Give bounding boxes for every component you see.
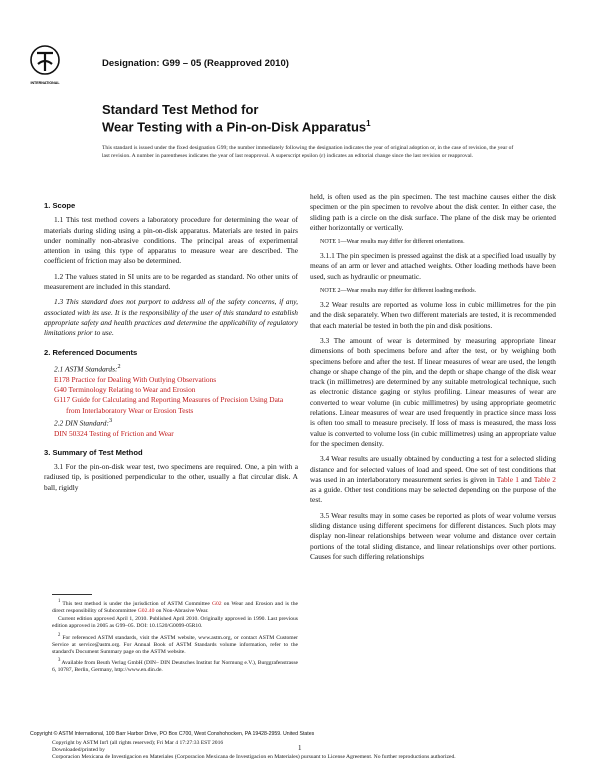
paragraph-3-2: 3.2 Wear results are reported as volume loss in cubic millimetres for the pin and the disk separately. When two different materials are tested, it is recommended that each material be tested in both the pin and disk positions. (310, 300, 556, 330)
copyright-line: Copyright © ASTM International, 100 Barr Harbor Drive, PO Box C700, West Conshohocken, PA 19428-2959. United States (30, 731, 315, 737)
footnotes (52, 598, 298, 675)
ref-astm-standards: 2.1 ASTM Standards:$^2$ (54, 363, 121, 374)
issuance-notice: This standard is issued under the fixed designation G99; the number immediately following the designation indicates the year of original adoption or, in the case of revision, the year of last revision. A number in parentheses indicates the year of last reapproval. A superscript epsilon (ε) indicates an editorial change since the last revision or reapproval. (102, 145, 514, 159)
designation: Designation: G99 – 05 (Reapproved 2010) (102, 58, 289, 69)
title-line2: Wear Testing with a Pin-on-Disk Apparatus (102, 119, 367, 135)
ref-g117[interactable]: G117 Guide for Calculating and Reporting Measures of Precision Using Data from Interlaboratory Wear or Erosion Tests (54, 395, 284, 415)
left-column (44, 192, 298, 498)
astm-logo (30, 44, 60, 90)
paragraph-3-1: 3.1 For the pin-on-disk wear test, two specimens are required. One, a pin with a radiused tip, is positioned perpendicular to the other, usually a flat circular disk. A ball, rigidly (44, 462, 298, 492)
paragraph-3-1-cont: held, is often used as the pin specimen. The test machine causes either the disk specimen or the pin specimen to revolve about the disk center. In either case, the sliding path is a circle on the disk surface. The plane of the disk may be oriented either horizontally or vertically. (310, 192, 556, 232)
note-2: NOTE 2—Wear results may differ for different loading methods. (320, 288, 477, 295)
table-2-link[interactable]: Table 2 (533, 474, 556, 484)
logo-text: INTERNATIONAL (30, 81, 60, 85)
paragraph-3-4: 3.4 Wear results are usually obtained by conducting a test for a selected sliding distance and for selected values of load and speed. One set of test conditions that was used in an interlaboratory measurement series is given in Table 1 and Table 2 as a guide. Other test conditions may be selected depending on the purpose of the test. (310, 454, 556, 505)
right-column (310, 192, 556, 567)
paragraph-1-3: 1.3 This standard does not purport to address all of the safety concerns, if any, associated with its use. It is the responsibility of the user of this standard to establish appropriate safety and health practices and determine the applicability of regulatory limitations prior to use. (44, 297, 298, 338)
paragraph-3-5: 3.5 Wear results may in some cases be reported as plots of wear volume versus sliding distance using different specimens for different distances. Such plots may display non-linear relationships between wear volume and distance over certain portions of the total sliding distance, and linear relationships over other portions. Causes for such differing relationships (310, 510, 556, 561)
page-title (102, 103, 371, 134)
footnote-rule (52, 594, 92, 595)
section-heading-scope: 1. Scope (44, 201, 76, 210)
footnote-3: $^3$ Available from Beuth Verlag GmbH (DIN– DIN Deutsches Institut fur Normung e.V.), Burggrafenstrasse 6, 10787, Berlin, Germany, http://www.en.din.de. (52, 658, 298, 674)
page-number: 1 (298, 744, 302, 752)
footnote-1-edition: Current edition approved April 1, 2010. Published April 2010. Originally approved in 1990. Last previous edition approved in 2005 as G99–05. DOI: 10.1520/G0099-05R10. (52, 616, 298, 630)
paragraph-3-1-1: 3.1.1 The pin specimen is pressed against the disk at a specified load usually by means of an arm or lever and attached weights. Other loading methods have been used, such as hydraulic or pneumatic. (310, 251, 556, 281)
paragraph-3-3: 3.3 The amount of wear is determined by measuring appropriate linear dimensions of both specimens before and after the test, or by weighing both specimens before and after the test. If linear measures of wear are used, the length change or shape change of the pin, and the depth or shape change of the disk wear track (in millimetres) are determined by any suitable metrological technique, such as electronic distance gaging or stylus profiling. Linear measures of wear are converted to wear volume (in cubic millimetres) by using appropriate geometric relations. Linear measures of wear are used frequently in practice since mass loss is often too small to measure precisely. If loss of mass is measured, the mass loss value is converted to volume loss (in cubic millimetres) using an appropriate value for the specimen density. (310, 335, 556, 448)
ref-din-50324[interactable]: DIN 50324 Testing of Friction and Wear (54, 428, 174, 438)
title-line1: Standard Test Method for (102, 102, 259, 117)
license-line-1: Copyright by ASTM Int'l (all rights reserved); Fri Mar 4 17:27:33 EST 2016 (52, 740, 224, 746)
paragraph-1-1: 1.1 This test method covers a laboratory procedure for determining the wear of materials during sliding using a pin-on-disk apparatus. Materials are tested in pairs under nominally non-abrasive conditions. The principal areas of experimental attention in using this type of apparatus to measure wear are described. The coefficient of friction may also be determined. (44, 215, 298, 266)
license-line-2: Downloaded/printed by (52, 747, 105, 753)
title-footnote-mark: 1 (366, 119, 371, 128)
license-footer (52, 740, 592, 761)
footnote-2: $^2$ For referenced ASTM standards, visit the ASTM website, www.astm.org, or contact ASTM Customer Service at service@astm.org. For Annual Book of ASTM Standards volume information, refer to the standard's Document Summary page on the ASTM website. (52, 632, 298, 655)
ref-din-standard: 2.2 DIN Standard:$^3$ (54, 417, 113, 428)
section-heading-references: 2. Referenced Documents (44, 347, 138, 357)
paragraph-1-2: 1.2 The values stated in SI units are to be regarded as standard. No other units of measurement are included in this standard. (44, 271, 298, 292)
ref-g40[interactable]: G40 Terminology Relating to Wear and Erosion (54, 384, 196, 394)
table-1-link[interactable]: Table 1 (496, 474, 519, 484)
license-line-3: Corporacion Mexicana de Investigacion en Materiales (Corporacion Mexicana de Investigacion en Materiales) pursuant to License Agreement. No further reproductions authorized. (52, 754, 456, 760)
note-1: NOTE 1—Wear results may differ for different orientations. (320, 239, 465, 246)
section-heading-summary: 3. Summary of Test Method (44, 447, 143, 457)
ref-e178[interactable]: E178 Practice for Dealing With Outlying Observations (54, 374, 217, 384)
footnote-1: $^1$ This test method is under the jurisdiction of ASTM Committee G02 on Wear and Erosion and is the direct responsibility of Subcommittee G02.40 on Non-Abrasive Wear. (52, 599, 298, 615)
